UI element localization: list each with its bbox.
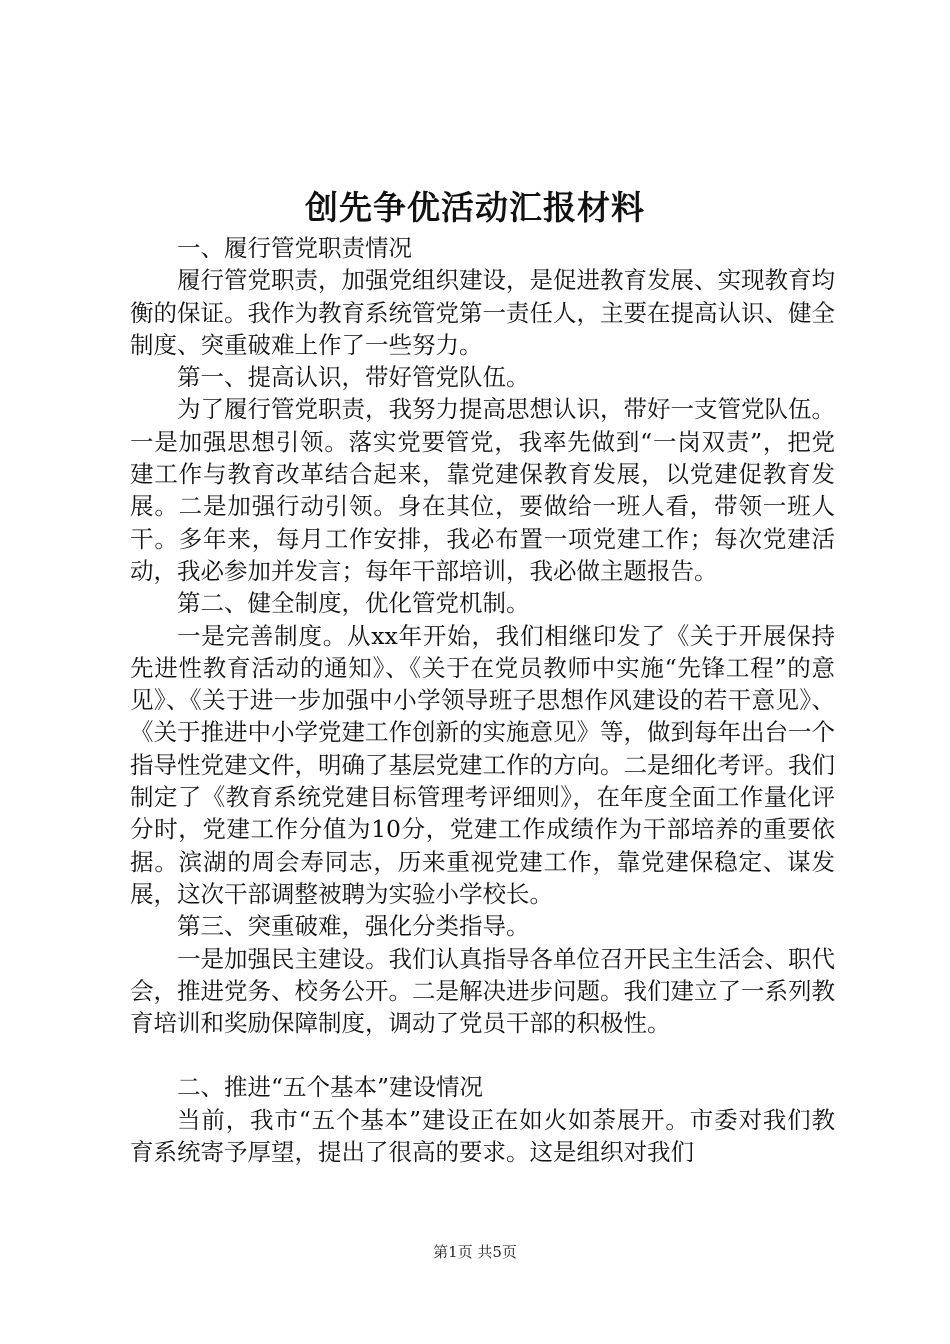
paragraph-first: 为了履行管党职责，我努力提高思想认识，带好一支管党队伍。一是加强思想引领。落实党要管党，我率先做到“一岗双责”，把党建工作与教育改革结合起来，靠党建保教育发展，以党建促教育发展。二是加强行动引领。身在其位，要做给一班人看，带领一班人干。多年来，每月工作安排，我必布置一项党建工作；每次党建活动，我必参加并发言；每年干部培训，我必做主题报告。 [130,395,835,585]
document-body [130,232,835,1168]
subheading-second: 第二、健全制度，优化管党机制。 [177,589,530,618]
paragraph-second: 一是完善制度。从xx年开始，我们相继印发了《关于开展保持先进性教育活动的通知》、《关于在党员教师中实施“先锋工程”的意见》、《关于进一步加强中小学领导班子思想作风建设的若干意见》、《关于推进中小学党建工作创新的实施意见》等，做到每年出台一个指导性党建文件，明确了基层党建工作的方向。二是细化考评。我们制定了《教育系统党建目标管理考评细则》，在年度全面工作量化评分时，党建工作分值为10分，党建工作成绩作为干部培养的重要依据。滨湖的周会寿同志，历来重视党建工作，靠党建保稳定、谋发展，这次干部调整被聘为实验小学校长。 [130,621,835,908]
subheading-first: 第一、提高认识，带好管党队伍。 [177,363,530,392]
document-title: 创先争优活动汇报材料 [305,188,645,227]
page-footer: 第1页 共5页 [433,1243,517,1261]
section-heading-2: 二、推进“五个基本”建设情况 [177,1073,484,1102]
subheading-third: 第三、突重破难，强化分类指导。 [177,912,530,941]
paragraph-section-2: 当前，我市“五个基本”建设正在如火如荼展开。市委对我们教育系统寄予厚望，提出了很高的要求。这是组织对我们 [130,1105,835,1167]
section-heading-1: 一、履行管党职责情况 [177,234,412,262]
paragraph-intro: 履行管党职责，加强党组织建设，是促进教育发展、实现教育均衡的保证。我作为教育系统管党第一责任人，主要在提高认识、健全制度、突重破难上作了一些努力。 [130,266,835,359]
paragraph-third: 一是加强民主建设。我们认真指导各单位召开民主生活会、职代会，推进党务、校务公开。二是解决进步问题。我们建立了一系列教育培训和奖励保障制度，调动了党员干部的积极性。 [130,944,835,1038]
